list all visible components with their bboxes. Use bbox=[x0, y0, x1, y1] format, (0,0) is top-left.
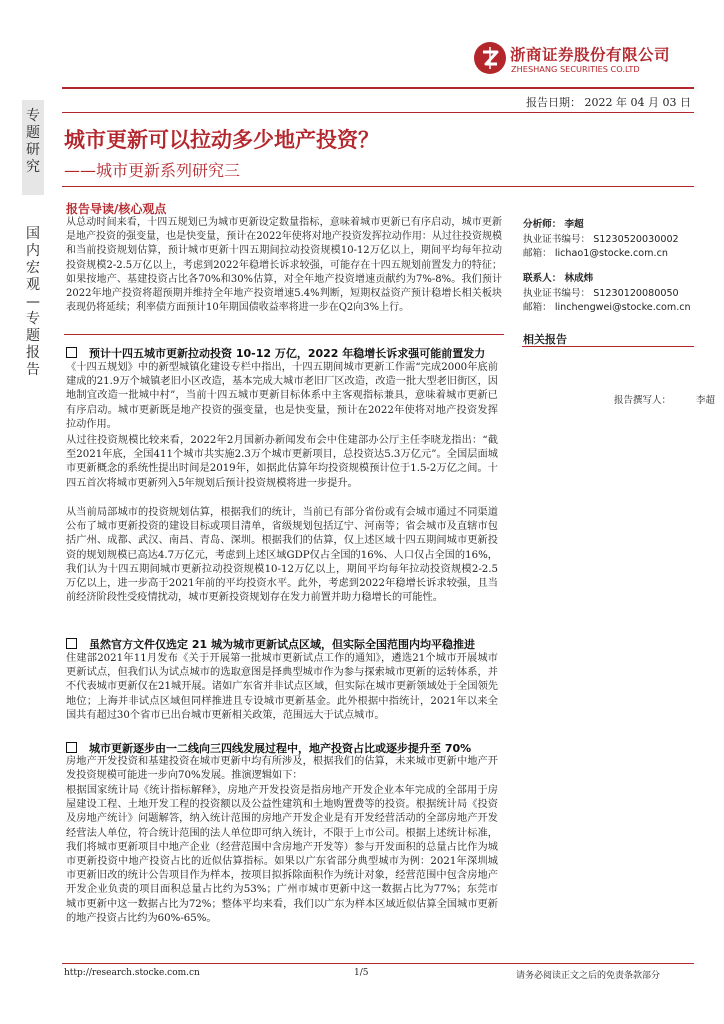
footer-url[interactable]: http://research.stocke.com.cn bbox=[64, 968, 200, 978]
section-paragraph: 房地产开发投资和基建投资在城市更新中均有所涉及，根据我们的估算，未来城市更新中地产开发投资规模可能进一步向70%发展。推演逻辑如下： bbox=[66, 756, 498, 782]
contact-email: 邮箱： linchengwei@stocke.com.cn bbox=[523, 302, 691, 313]
report-category-tab bbox=[22, 222, 44, 390]
checkbox-bullet-icon bbox=[66, 347, 77, 358]
checkbox-bullet-icon bbox=[66, 638, 77, 649]
section-heading-text: 预计十四五城市更新拉动投资 10-12 万亿，2022 年稳增长诉求强可能前置发力 bbox=[89, 347, 486, 360]
writer-label: 报告撰写人： bbox=[614, 395, 672, 406]
section-paragraph: 《十四五规划》中的新型城镇化建设专栏中指出，十四五期间城市更新工作需“完成2000年底前建成的21.9万个城镇老旧小区改造，基本完成大城市老旧厂区改造，改造一批大型老旧街区，因地制宜改造一批城中村”，当前十四五城市更新目标体系中主客观指标兼具，意味着城市更新已有序启动。城市更新既是地产投资的强变量，也是快变量，预计在2022年使将对地产投资发挥拉动作用。 bbox=[66, 362, 498, 430]
summary-heading: 报告导读/核心观点 bbox=[66, 202, 167, 216]
footer-rule bbox=[62, 963, 694, 964]
report-category-char: 观 bbox=[26, 277, 40, 293]
report-type-char: 研 bbox=[26, 142, 40, 158]
report-subtitle: ——城市更新系列研究三 bbox=[64, 161, 241, 180]
related-rule bbox=[522, 346, 694, 347]
report-category-char: 宏 bbox=[26, 260, 40, 276]
company-name-cn: 浙商证券股份有限公司 bbox=[510, 46, 671, 64]
company-logo-icon bbox=[474, 42, 506, 74]
summary-rule bbox=[64, 334, 504, 335]
report-type-char: 专 bbox=[26, 108, 40, 124]
footer-disclaimer: 请务必阅读正文之后的免责条款部分 bbox=[516, 971, 661, 981]
report-category-char: 题 bbox=[26, 328, 40, 344]
company-name-en: ZHESHANG SECURITIES CO.LTD bbox=[511, 64, 640, 74]
section-heading-text: 城市更新逐步由一二线向三四线发展过程中，地产投资占比或逐步提升至 70% bbox=[89, 742, 472, 755]
section-paragraph: 从当前局部城市的投资规划估算，根据我们的统计，当前已有部分省份或有会城市通过不同渠道公布了城市更新投资的建设目标或项目清单，省级规划包括辽宁、河南等；省会城市及直辖市包括广州、成都、武汉、南昌、青岛、深圳。根据我们的估算，仅上述区域十四五期间城市更新投资的规划规模已高达4.7万亿元，考虑到上述区域GDP仅占全国的16%、人口仅占全国的16%，我们认为十四五期间城市更新拉动投资规模10-12万亿以上，期间平均每年拉动投资规模2-2.5万亿以上，进一步高于2021年前的平均投资水平。此外，考虑到2022年稳增长诉求较强，且当前经济阶段性受疫情扰动，城市更新投资规划存在发力前置并助力稳增长的可能性。 bbox=[66, 507, 498, 604]
title-rule bbox=[62, 186, 694, 187]
report-category-char: 国 bbox=[26, 226, 40, 242]
report-type-char: 究 bbox=[26, 159, 40, 175]
section-heading-text: 虽然官方文件仅选定 21 城为城市更新试点区域，但实际全国范围内均平稳推进 bbox=[89, 638, 475, 651]
related-reports-heading: 相关报告 bbox=[523, 333, 567, 346]
summary-text: 从总动时间来看，十四五规划已为城市更新设定数量指标，意味着城市更新已有序启动，城市更新是地产投资的强变量，也是快变量，预计在2022年使将对地产投资发挥拉动作用：从过往投资规模和当前投资规划估算，预计城市更新十四五期间拉动投资规模10-12万亿以上，期间平均每年拉动投资规模2-2.5万亿以上，考虑到2022年稳增长诉求较强，可能存在十四五规划前置发力的特征；如果按地产、基建投资占比各70%和30%估算，对全年地产投资增速贡献约为7%-8%。我们预计2022年地产投资将超预期并维持全年地产投资增速5.4%判断，短期权益资产预计稳增长相关板块表现仍将延续；利率债方面预计10年期国债收益率将进一步在Q2向3%上行。 bbox=[66, 217, 502, 314]
section-paragraph: 从过往投资规模比较来看，2022年2月国新办新闻发布会中住建部办公厅主任李晓龙指出：“截至2021年底，全国411个城市共实施2.3万个城市更新项目，总投资达5.3万亿元”。全国层面城市更新概念的系统性提出时间是2019年，如据此估算年均投资规模预计位于1.5-2万亿之间。十四五首次将城市更新列入5年规划后预计投资规模将进一步提升。 bbox=[66, 435, 498, 489]
related-writer bbox=[614, 392, 715, 406]
analyst-cert: 执业证书编号： S1230520030002 bbox=[523, 234, 679, 245]
analyst-name: 李超 bbox=[564, 219, 584, 230]
section-heading-2 bbox=[66, 636, 475, 652]
section-paragraph: 住建部2021年11月发布《关于开展第一批城市更新试点工作的通知》，遴选21个城市开展城市更新试点，但我们认为试点城市的选取意图是择典型城市作为参与探索城市更新的运转体系，并不代表城市更新仅在21城开展。诸如广东省并非试点区域，但实际在城市更新领域处于全国领先地位；上海并非试点区域但同样推进且专设城市更新基金。此外根据中指统计，2021年以来全国共有超过30个省市已出台城市更新相关政策，范围远大于试点城市。 bbox=[66, 653, 498, 721]
report-date: 报告日期： 2022 年 04 月 03 日 bbox=[526, 96, 691, 109]
contact-role bbox=[523, 270, 593, 284]
header-rule-thin bbox=[62, 112, 694, 113]
report-category-char: 报 bbox=[26, 345, 40, 361]
analyst-email: 邮箱： lichao1@stocke.com.cn bbox=[523, 248, 668, 259]
section-heading-1 bbox=[66, 345, 485, 361]
report-category-char: 专 bbox=[26, 311, 40, 327]
report-type-tab bbox=[22, 100, 44, 195]
section-paragraph: 根据国家统计局《统计指标解释》，房地产开发投资是指房地产开发企业本年完成的全部用于房屋建设工程、土地开发工程的投资额以及公益性建筑和土地购置费等的投资。根据统计局《投资及房地产统计》问题解答，纳入统计范围的房地产开发企业是有开发经营活动的全部房地产开发经营法人单位，符合统计范围的法人单位即可纳入统计，不限于上市公司。根据上述统计标准，我们将城市更新项目中地产企业（经营范围中含房地产开发等）参与开发面积的总量占比作为城市更新投资中地产投资占比的近似估算指标。如果以广东省部分典型城市为例：2021年深圳城市更新旧改的统计公告项目作为样本，按项目拟拆除面积作为统计对象，经营范围中包含房地产开发企业负责的项目面积总量占比约为53%；广州市城市更新中这一数据占比为77%；东莞市城市更新中这一数据占比为72%；整体平均来看，我们以广东为样本区域近似估算全国城市更新的地产投资占比约为60%-65%。 bbox=[66, 785, 498, 924]
header-rule bbox=[62, 87, 694, 89]
report-title: 城市更新可以拉动多少地产投资？ bbox=[64, 128, 379, 152]
checkbox-bullet-icon bbox=[66, 742, 77, 753]
section-heading-3 bbox=[66, 740, 471, 756]
report-type-char: 题 bbox=[26, 125, 40, 141]
contact-name: 林成炜 bbox=[564, 273, 594, 284]
page-number: 1/5 bbox=[354, 968, 369, 978]
analyst-role bbox=[523, 216, 584, 230]
report-category-char: — bbox=[26, 294, 40, 310]
report-category-char: 内 bbox=[26, 243, 40, 259]
contact-cert: 执业证书编号： S1230120080050 bbox=[523, 288, 679, 299]
analyst-role-label: 分析师： bbox=[523, 219, 562, 230]
contact-role-label: 联系人： bbox=[523, 273, 562, 284]
report-category-char: 告 bbox=[26, 362, 40, 378]
writer-name: 李超 bbox=[696, 395, 716, 406]
